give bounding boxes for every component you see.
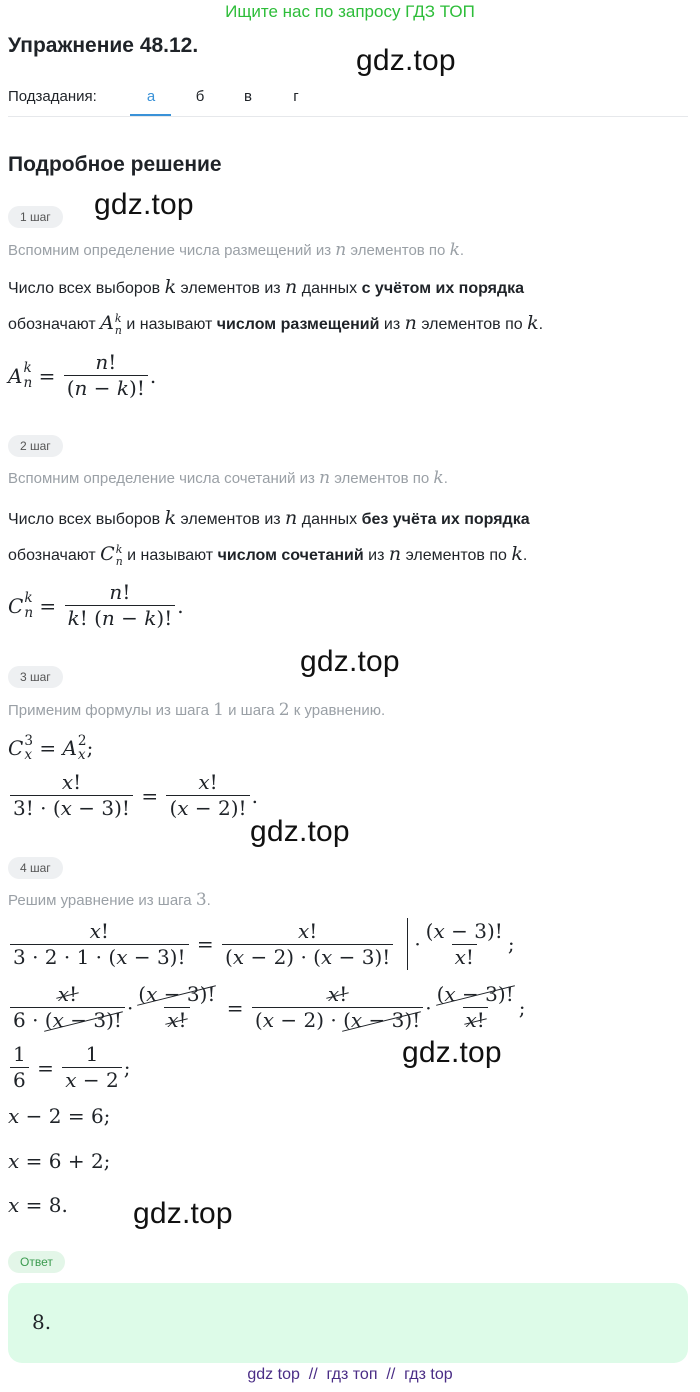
step-2-line-1: Число всех выборов k элементов из n данных без учёта их порядка [8, 507, 530, 529]
exercise-title: Упражнение 48.12. [8, 34, 199, 57]
watermark: gdz.top [356, 44, 456, 77]
watermark: gdz.top [133, 1197, 233, 1230]
answer-badge: Ответ [8, 1251, 65, 1273]
tab-b[interactable]: б [195, 88, 205, 105]
tab-g[interactable]: г [293, 88, 299, 105]
step-4-equation-6: x = 8. [8, 1193, 68, 1217]
step-4-equation-4: x − 2 = 6; [8, 1104, 111, 1128]
formula-arrangements: A k n = $\frac{n!}{(n - k)!}$ . [8, 350, 157, 400]
footer-links: gdz top // гдз топ // гдз top [247, 1366, 453, 1383]
subtasks-label: Подзадания: [8, 88, 97, 105]
top-banner: Ищите нас по запросу ГДЗ ТОП [225, 2, 475, 21]
answer-value: 8. [32, 1310, 52, 1334]
step-4-equation-3: $\frac{1}{6}$ = $\frac{1}{x - 2}$ ; [8, 1042, 130, 1093]
step-1-line-1: Число всех выборов k элементов из n данных с учётом их порядка [8, 276, 525, 298]
step-1-badge: 1 шаг [8, 206, 63, 228]
step-4-equation-5: x = 6 + 2; [8, 1149, 111, 1173]
active-tab-indicator [130, 114, 171, 116]
formula-combinations: C k n = $\frac{n!}{k! (n - k)!}$ . [8, 580, 184, 630]
step-4-badge: 4 шаг [8, 857, 63, 879]
step-3-hint: Применим формулы из шага 1 и шага 2 к уравнению. [8, 700, 386, 720]
step-1-line-2: обозначают A k n и называют числом размещений из n элементов по k. [8, 312, 544, 337]
watermark: gdz.top [300, 645, 400, 678]
answer-box [8, 1283, 688, 1363]
tab-a[interactable]: а [146, 88, 156, 105]
step-3-fraction-equation: $\frac{x!}{3! \cdot (x - 3)!}$ = $\frac{x!}{(x - 2)!}$ . [8, 770, 258, 821]
step-2-line-2: обозначают C k n и называют числом сочетаний из n элементов по k. [8, 543, 528, 568]
step-1-hint: Вспомним определение числа размещений из n элементов по k. [8, 240, 465, 260]
subtasks-divider [8, 116, 688, 117]
step-3-badge: 3 шаг [8, 666, 63, 688]
step-2-badge: 2 шаг [8, 435, 63, 457]
step-4-equation-1: $\frac{x!}{3 \cdot 2 \cdot 1 \cdot (x - 3)!}$ = $\frac{x!}{(x - 2) \cdot (x - 3)!}$ · $\frac{(x - 3)!}{x!}$ ; [8, 918, 515, 970]
watermark: gdz.top [250, 815, 350, 848]
step-4-equation-2: $\frac{x!}{6 \cdot (x - 3)!}$ · $\frac{(x - 3)!}{x!}$ = $\frac{x!}{(x - 2) \cdot (x - 3)!}$ · $\frac{(x - 3)!}{x!}$ ; [8, 982, 525, 1033]
step-2-hint: Вспомним определение числа сочетаний из n элементов по k. [8, 468, 448, 488]
section-title: Подробное решение [8, 153, 222, 176]
tab-v[interactable]: в [244, 88, 252, 105]
step-4-hint: Решим уравнение из шага 3. [8, 890, 211, 910]
step-3-equation: C 3 x = A 2 x ; [8, 733, 94, 764]
watermark: gdz.top [94, 188, 194, 221]
watermark: gdz.top [402, 1036, 502, 1069]
